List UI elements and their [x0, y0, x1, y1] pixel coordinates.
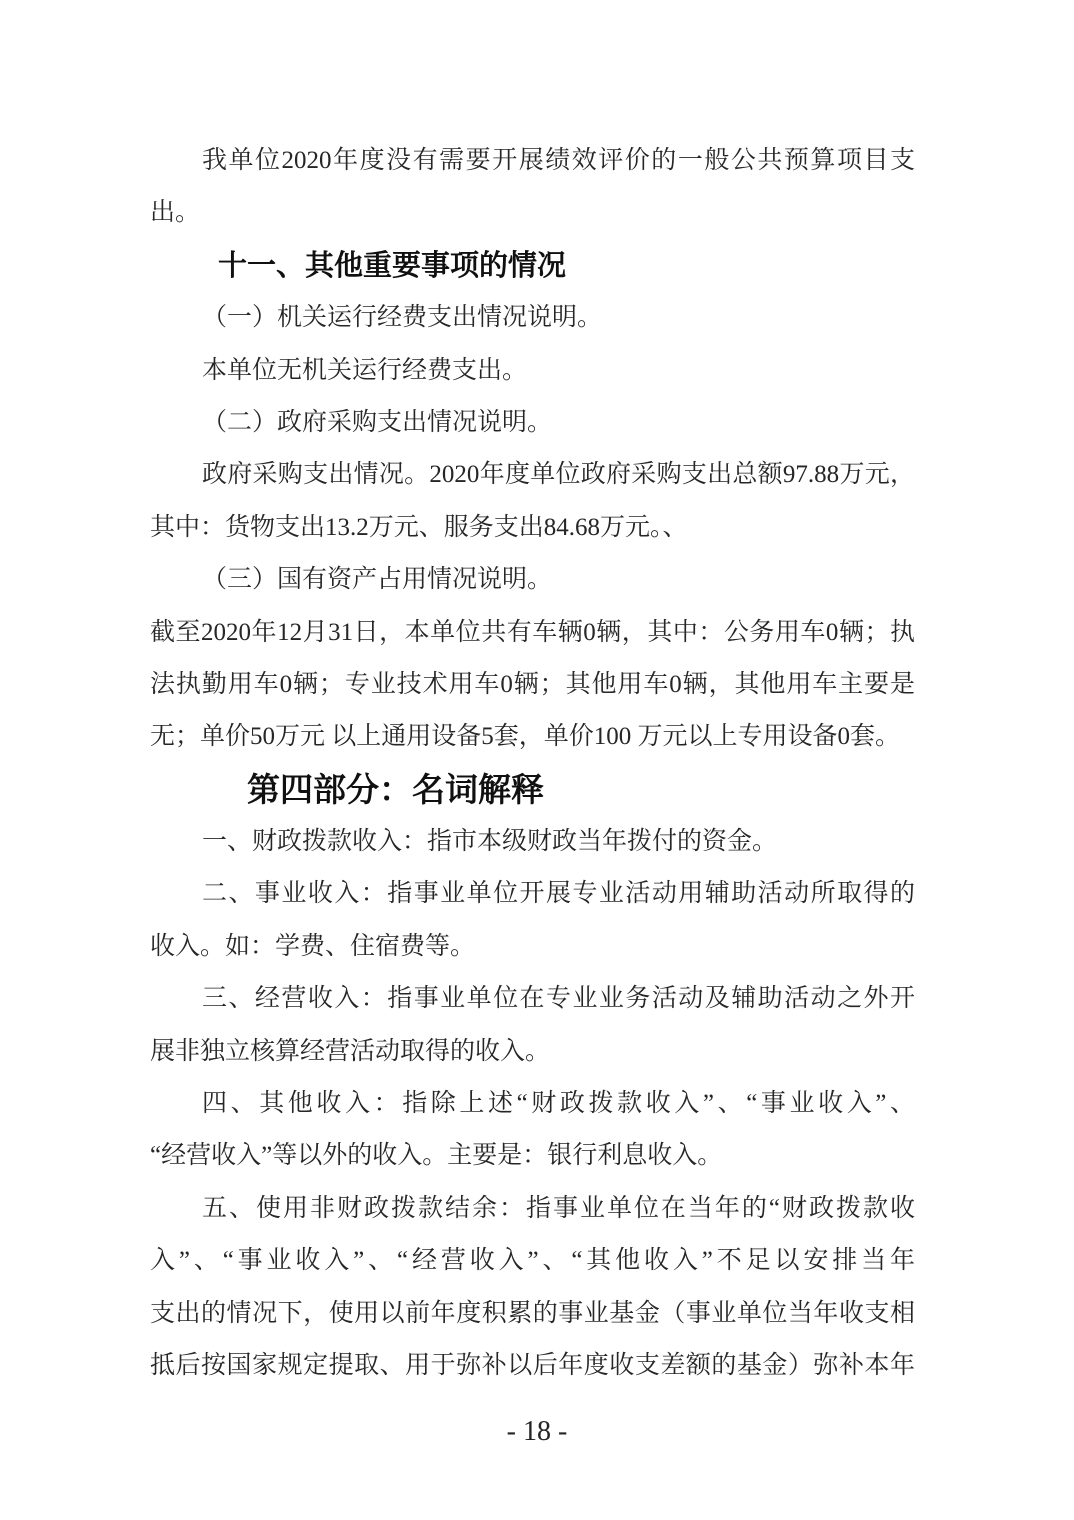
para-term-2-line-2: 收入。如：学费、住宿费等。 — [150, 932, 476, 960]
para-term-2-line-1: 二、事业收入：指事业单位开展专业活动用辅助活动所取得的 — [202, 880, 915, 908]
para-item3-body-line-3: 无；单价50万元 以上通用设备5套，单价100 万元以上专用设备0套。 — [150, 723, 901, 751]
para-no-performance-evaluation-line-1: 我单位2020年度没有需要开展绩效评价的一般公共预算项目支 — [202, 147, 915, 174]
para-item3-body — [150, 607, 915, 764]
heading-section-11 — [150, 240, 915, 292]
para-term-3-line-1: 三、经营收入：指事业单位在专业业务活动及辅助活动之外开 — [202, 985, 915, 1013]
para-term-1-line-1: 一、财政拨款收入：指市本级财政当年拨付的资金。 — [202, 828, 778, 856]
page-footer — [0, 1406, 1074, 1458]
document-body — [150, 135, 915, 1392]
para-term-3-line-2: 展非独立核算经营活动取得的收入。 — [150, 1037, 551, 1065]
para-term-4-line-1: 四、其他收入：指除上述“财政拨款收入”、“事业收入”、 — [202, 1090, 915, 1118]
para-term-5-line-3: 支出的情况下，使用以前年度积累的事业基金（事业单位当年收支相 — [150, 1299, 915, 1327]
para-item3-title-line-1: （三）国有资产占用情况说明。 — [202, 566, 553, 594]
para-item2-body — [150, 449, 915, 554]
heading-section-11-line-1: 十一、其他重要事项的情况 — [218, 249, 567, 282]
para-item3-body-line-2: 法执勤用车0辆；专业技术用车0辆；其他用车0辆，其他用车主要是 — [150, 670, 915, 698]
para-item2-title-line-1: （二）政府采购支出情况说明。 — [202, 408, 553, 436]
para-term-3 — [150, 973, 915, 1078]
para-item1-body — [150, 345, 915, 397]
heading-part-4-line-1: 第四部分：名词解释 — [247, 770, 544, 808]
para-term-5-line-1: 五、使用非财政拨款结余：指事业单位在当年的“财政拨款收 — [202, 1194, 915, 1222]
para-item1-title-line-1: （一）机关运行经费支出情况说明。 — [202, 304, 603, 332]
para-item3-title — [150, 554, 915, 606]
para-item2-body-line-2: 其中：货物支出13.2万元、服务支出84.68万元。、 — [150, 513, 688, 541]
para-term-5 — [150, 1183, 915, 1393]
para-term-1 — [150, 816, 915, 868]
para-term-4-line-2: “经营收入”等以外的收入。主要是：银行利息收入。 — [150, 1142, 723, 1170]
para-item1-body-line-1: 本单位无机关运行经费支出。 — [202, 356, 528, 384]
para-item2-body-line-1: 政府采购支出情况。2020年度单位政府采购支出总额97.88万元， — [202, 461, 915, 489]
para-item3-body-line-1: 截至2020年12月31日，本单位共有车辆0辆，其中：公务用车0辆；执 — [150, 618, 915, 646]
para-item2-title — [150, 397, 915, 449]
para-term-4 — [150, 1078, 915, 1183]
para-no-performance-evaluation — [150, 135, 915, 240]
para-term-5-line-2: 入”、“事业收入”、“经营收入”、“其他收入”不足以安排当年 — [150, 1247, 915, 1275]
para-item1-title — [150, 292, 915, 344]
para-no-performance-evaluation-line-2: 出。 — [150, 199, 201, 227]
para-term-2 — [150, 868, 915, 973]
heading-part-4 — [150, 764, 915, 816]
page-number: - 18 - — [506, 1416, 568, 1447]
para-term-5-line-4: 抵后按国家规定提取、用于弥补以后年度收支差额的基金）弥补本年 — [150, 1351, 915, 1379]
